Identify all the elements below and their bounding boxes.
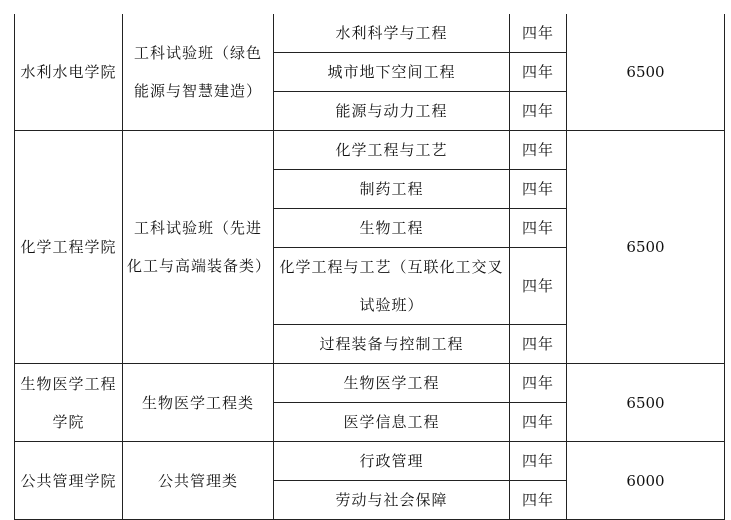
major-cell: 化学工程与工艺 xyxy=(274,131,510,170)
admissions-table-container xyxy=(14,14,725,520)
fee-cell: 6500 xyxy=(567,364,725,442)
duration-cell: 四年 xyxy=(510,325,567,364)
major-cell: 生物医学工程 xyxy=(274,364,510,403)
table-row xyxy=(15,131,725,170)
major-cell: 行政管理 xyxy=(274,442,510,481)
duration-cell: 四年 xyxy=(510,53,567,92)
major-cell: 劳动与社会保障 xyxy=(274,481,510,520)
class-cell: 公共管理类 xyxy=(123,442,274,520)
college-cell: 水利水电学院 xyxy=(15,14,123,131)
duration-cell: 四年 xyxy=(510,481,567,520)
duration-cell: 四年 xyxy=(510,403,567,442)
major-cell: 化学工程与工艺（互联化工交叉试验班） xyxy=(274,248,510,325)
fee-cell: 6000 xyxy=(567,442,725,520)
duration-cell: 四年 xyxy=(510,170,567,209)
major-cell: 水利科学与工程 xyxy=(274,14,510,53)
major-cell: 生物工程 xyxy=(274,209,510,248)
duration-cell: 四年 xyxy=(510,92,567,131)
duration-cell: 四年 xyxy=(510,364,567,403)
major-cell: 制药工程 xyxy=(274,170,510,209)
duration-cell: 四年 xyxy=(510,442,567,481)
college-cell: 公共管理学院 xyxy=(15,442,123,520)
fee-cell: 6500 xyxy=(567,131,725,364)
table-row xyxy=(15,364,725,403)
college-cell: 生物医学工程学院 xyxy=(15,364,123,442)
college-cell: 化学工程学院 xyxy=(15,131,123,364)
major-cell: 医学信息工程 xyxy=(274,403,510,442)
duration-cell: 四年 xyxy=(510,14,567,53)
major-cell: 能源与动力工程 xyxy=(274,92,510,131)
table-row xyxy=(15,442,725,481)
duration-cell: 四年 xyxy=(510,209,567,248)
table-row xyxy=(15,14,725,53)
class-cell: 工科试验班（绿色能源与智慧建造） xyxy=(123,14,274,131)
fee-cell: 6500 xyxy=(567,14,725,131)
duration-cell: 四年 xyxy=(510,248,567,325)
major-cell: 城市地下空间工程 xyxy=(274,53,510,92)
admissions-table xyxy=(14,14,725,520)
major-cell: 过程装备与控制工程 xyxy=(274,325,510,364)
duration-cell: 四年 xyxy=(510,131,567,170)
class-cell: 工科试验班（先进化工与高端装备类） xyxy=(123,131,274,364)
class-cell: 生物医学工程类 xyxy=(123,364,274,442)
